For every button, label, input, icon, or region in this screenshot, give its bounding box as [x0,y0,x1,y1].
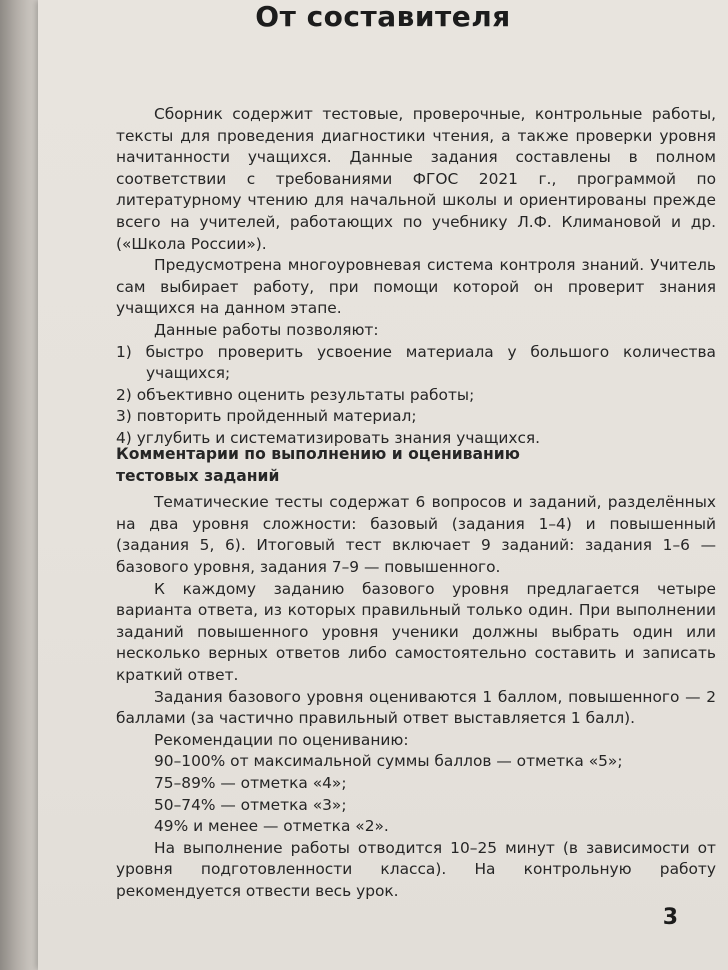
list-intro: Данные работы позволяют: [154,320,379,339]
comments-paragraph-2: К каждому заданию базового уровня предлагается четыре варианта ответа, из которых правильный только один. При выполнении заданий повышенного уровня ученики должны выбрать один или несколько верных ответов либо самостоятельно составить и записать краткий ответ. [116,579,716,684]
intro-section [116,104,716,450]
recommendations-intro: Рекомендации по оцениванию: [154,730,409,749]
grade-line-4: 75–89% — отметка «4»; [154,773,347,792]
intro-paragraph-1: Сборник содержит тестовые, проверочные, контрольные работы, тексты для проведения диагностики чтения, а также проверки уровня начитанности учащихся. Данные задания составлены в полном соответствии с требованиями ФГОС 2021 г., программой по литературному чтению для начальной школы и ориентированы прежде всего на учителей, работающих по учебнику Л.Ф. Климановой и др. («Школа России»). [116,105,716,253]
book-page [38,0,728,970]
list-item-1: 1) быстро проверить усвоение материала у большого количества учащихся; [116,342,716,383]
page-title: От составителя [255,0,511,33]
grade-line-3: 50–74% — отметка «3»; [154,795,347,814]
list-item-2: 2) объективно оценить результаты работы; [116,385,475,404]
list-item-4: 4) углубить и систематизировать знания учащихся. [116,428,541,447]
comments-subtitle-line-1: Комментарии по выполнению и оцениванию [116,445,520,463]
comments-section [116,444,716,902]
grade-line-5: 90–100% от максимальной суммы баллов — отметка «5»; [154,752,623,771]
comments-paragraph-3: Задания базового уровня оцениваются 1 баллом, повышенного — 2 баллами (за частично правильный ответ выставляется 1 балл). [116,687,716,728]
comments-subtitle-line-2: тестовых заданий [116,466,280,485]
page-number: 3 [662,905,678,930]
intro-paragraph-2: Предусмотрена многоуровневая система контроля знаний. Учитель сам выбирает работу, при помощи которой он проверит знания учащихся на данном этапе. [116,256,716,318]
book-gutter [0,0,42,970]
comments-paragraph-4: На выполнение работы отводится 10–25 минут (в зависимости от уровня подготовленности класса). На контрольную работу рекомендуется отвести весь урок. [116,838,716,900]
comments-paragraph-1: Тематические тесты содержат 6 вопросов и заданий, разделённых на два уровня сложности: базовый (задания 1–4) и повышенный (задания 5, 6). Итоговый тест включает 9 заданий: задания 1–6 — базового уровня, задания 7–9 — повышенного. [116,493,716,576]
list-item-3: 3) повторить пройденный материал; [116,407,417,426]
grade-line-2: 49% и менее — отметка «2». [154,817,389,836]
